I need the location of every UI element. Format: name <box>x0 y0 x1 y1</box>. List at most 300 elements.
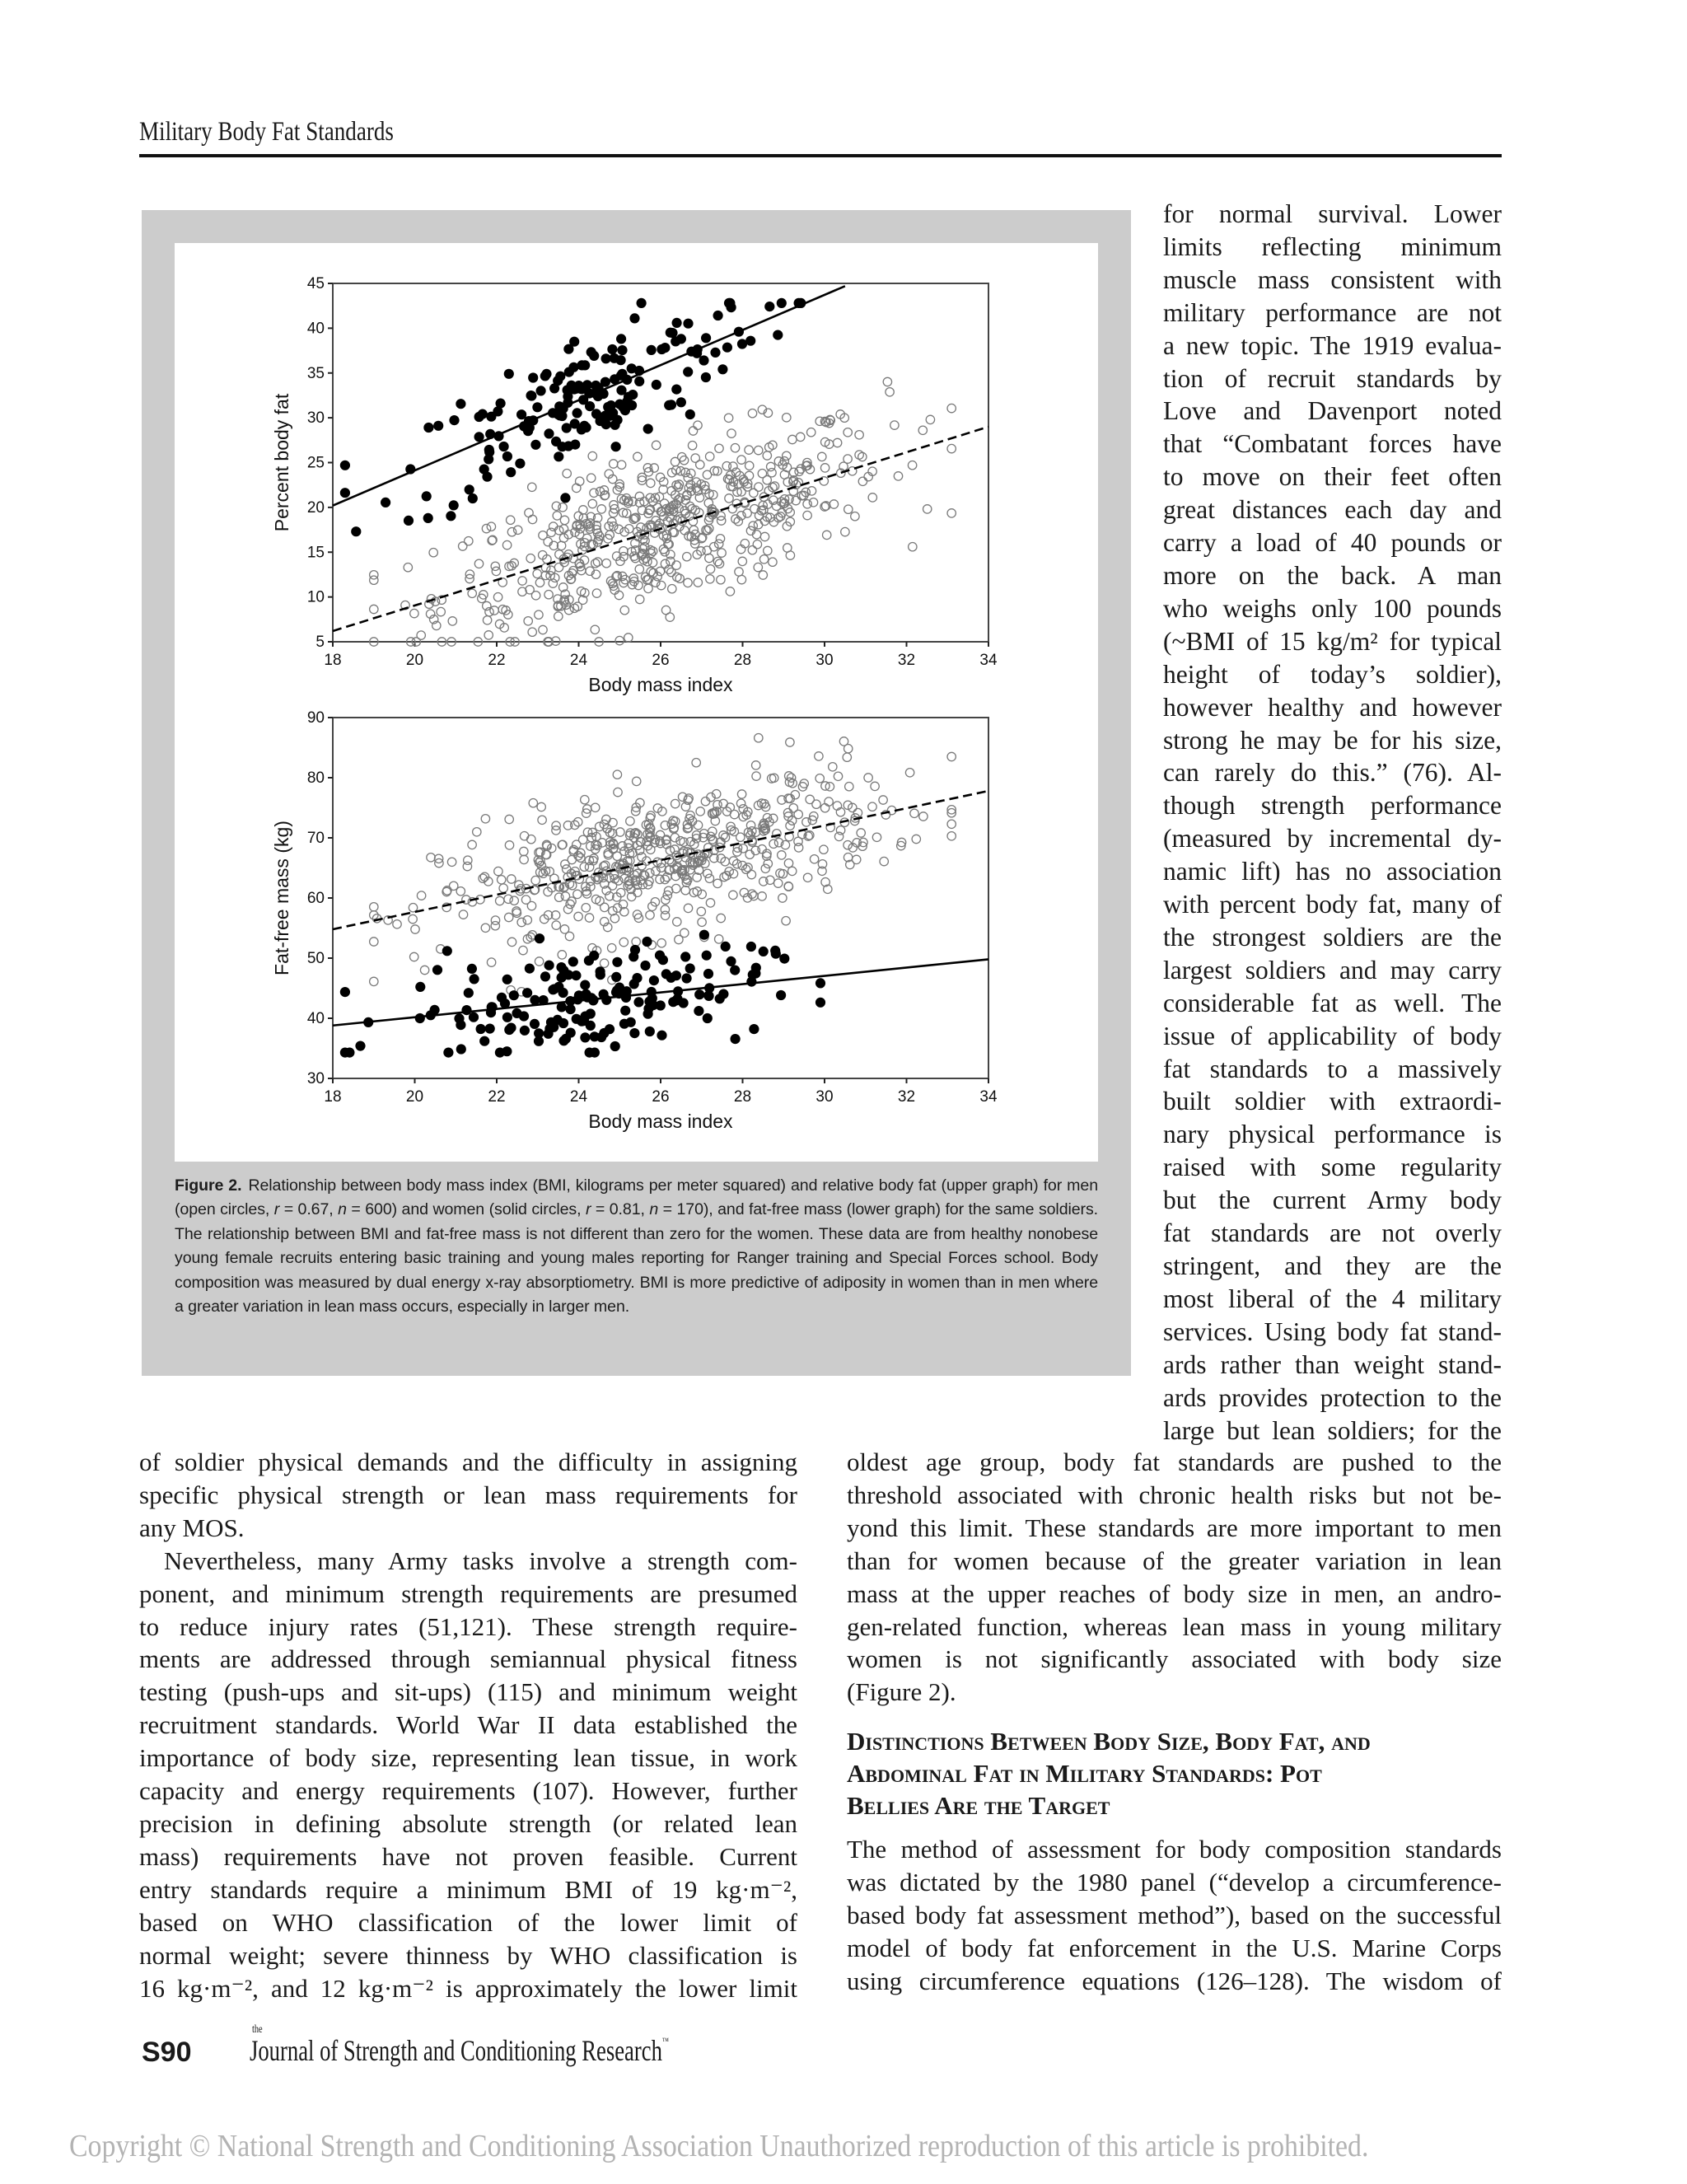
text-line: specific physical strength or lean mass requirements for <box>139 1480 797 1509</box>
women-data-point <box>643 424 652 433</box>
men-data-point <box>783 451 791 460</box>
men-data-point <box>560 516 568 524</box>
women-data-point <box>666 400 675 409</box>
women-data-point <box>467 964 476 973</box>
men-data-point <box>713 557 722 565</box>
women-data-point <box>629 980 638 989</box>
men-data-point <box>778 894 787 902</box>
men-data-point <box>855 451 863 459</box>
women-data-point <box>694 1007 703 1016</box>
men-data-point <box>491 562 499 570</box>
women-data-point <box>444 1048 453 1057</box>
men-data-point <box>883 377 891 386</box>
men-data-point <box>559 525 568 533</box>
women-data-point <box>702 334 711 343</box>
men-data-point <box>844 840 852 849</box>
women-data-point <box>608 344 617 353</box>
x-tick-label: 22 <box>488 652 506 669</box>
women-data-point <box>502 1047 512 1056</box>
men-data-point <box>815 752 823 760</box>
women-data-point <box>529 373 538 382</box>
text-line: limits reflecting minimum <box>1163 231 1502 261</box>
men-data-point <box>646 911 654 919</box>
women-data-point <box>450 416 459 425</box>
men-data-point <box>879 796 887 804</box>
men-data-point <box>737 575 745 583</box>
women-data-point <box>634 998 643 1007</box>
men-data-point <box>613 852 621 860</box>
men-data-point <box>703 869 712 877</box>
women-data-point <box>456 1021 465 1030</box>
men-data-point <box>528 515 536 523</box>
women-data-point <box>621 993 630 1002</box>
women-data-point <box>540 372 549 381</box>
text-line: nary physical performance is <box>1163 1120 1502 1149</box>
men-data-point <box>688 442 696 450</box>
women-data-point <box>695 990 704 999</box>
men-data-point <box>919 812 928 821</box>
women-data-point <box>613 957 622 966</box>
text-line: tion of recruit standards by <box>1163 363 1502 393</box>
men-data-point <box>684 578 692 587</box>
men-data-point <box>673 573 681 581</box>
women-data-point <box>559 966 568 975</box>
women-data-point <box>502 975 512 984</box>
women-data-point <box>404 516 413 525</box>
men-data-point <box>731 444 739 452</box>
men-data-point <box>474 559 483 568</box>
men-data-point <box>829 763 837 771</box>
men-data-point <box>725 494 733 503</box>
women-data-point <box>684 367 693 376</box>
text-line: carry a load of 40 pounds or <box>1163 528 1502 558</box>
men-data-point <box>591 803 600 811</box>
men-data-point <box>613 770 621 779</box>
men-data-point <box>481 815 489 823</box>
men-data-point <box>815 774 824 783</box>
y-tick-label: 20 <box>306 498 325 517</box>
men-data-point <box>526 554 535 563</box>
y-tick-label: 15 <box>306 544 325 562</box>
men-data-point <box>784 882 792 891</box>
men-data-point <box>834 832 843 840</box>
text-line: to reduce injury rates (51,121). These strength require- <box>139 1611 797 1641</box>
men-data-point <box>783 414 791 422</box>
women-data-point <box>673 994 682 1003</box>
men-data-point <box>544 591 553 599</box>
text-line: any MOS. <box>139 1513 245 1542</box>
men-data-point <box>615 591 623 599</box>
women-data-point <box>416 982 425 991</box>
text-line: more on the back. A man <box>1163 560 1502 590</box>
women-data-point <box>765 302 774 311</box>
women-data-point <box>507 468 516 477</box>
men-data-point <box>809 498 817 507</box>
men-data-point <box>448 617 456 625</box>
y-tick-label: 30 <box>306 1070 325 1087</box>
women-data-point <box>699 356 708 365</box>
women-data-point <box>777 298 786 307</box>
men-data-point <box>673 918 681 926</box>
men-data-point <box>473 828 481 836</box>
men-data-point <box>729 891 737 899</box>
men-data-point <box>633 452 642 461</box>
women-data-point <box>684 319 693 328</box>
women-data-point <box>611 442 620 451</box>
women-data-point <box>586 402 595 411</box>
men-data-point <box>563 905 572 913</box>
text-line: importance of body size, representing lean tissue, in work <box>139 1743 797 1773</box>
women-data-point <box>621 1006 630 1015</box>
women-data-point <box>558 1018 568 1027</box>
women-data-point <box>610 1041 619 1050</box>
women-data-point <box>727 956 736 966</box>
women-data-point <box>731 1035 740 1044</box>
men-data-point <box>782 917 790 925</box>
men-data-point <box>694 421 702 429</box>
men-data-point <box>708 827 717 835</box>
text-line: capacity and energy requirements (107). However, further <box>139 1776 797 1806</box>
women-data-point <box>661 344 670 353</box>
men-data-point <box>880 857 888 865</box>
journal-prefix: the <box>251 2023 263 2036</box>
men-data-point <box>572 484 581 492</box>
women-data-point <box>476 1024 485 1033</box>
women-data-point <box>456 1045 465 1054</box>
women-data-point <box>658 956 667 965</box>
women-data-point <box>430 1005 439 1014</box>
men-data-point <box>752 761 760 769</box>
women-data-point <box>345 1048 354 1057</box>
women-data-point <box>750 1025 759 1034</box>
men-data-point <box>807 487 815 495</box>
women-data-point <box>484 455 493 464</box>
men-data-point <box>552 502 560 510</box>
y-axis-label: Fat-free mass (kg) <box>271 821 292 975</box>
men-data-point <box>558 951 566 959</box>
men-data-point <box>581 796 589 804</box>
women-data-point <box>544 429 554 438</box>
men-regression-line <box>333 427 988 631</box>
women-data-point <box>544 961 554 970</box>
text-line: precision in defining absolute strength (or related lean <box>139 1808 797 1838</box>
men-data-point <box>504 895 512 903</box>
men-data-point <box>591 625 599 634</box>
men-data-point <box>823 531 831 539</box>
text-line: namic lift) has no association <box>1163 857 1502 886</box>
men-data-point <box>558 840 567 849</box>
text-line: large but lean soldiers; for the <box>1163 1415 1502 1445</box>
y-axis-label: Percent body fat <box>271 393 292 532</box>
text-line: stringent, and they are the <box>1163 1251 1502 1280</box>
men-data-point <box>482 524 490 532</box>
women-data-point <box>620 406 629 415</box>
text-line: with percent body fat, many of <box>1163 890 1502 919</box>
men-data-point <box>812 800 820 808</box>
men-data-point <box>758 470 766 478</box>
men-data-point <box>845 783 853 791</box>
men-data-point <box>648 559 657 567</box>
text-line: most liberal of the 4 military <box>1163 1284 1502 1313</box>
men-data-point <box>737 790 745 798</box>
men-data-point <box>481 924 489 932</box>
women-data-point <box>340 489 349 498</box>
men-data-point <box>769 839 778 848</box>
men-data-point <box>590 489 598 497</box>
men-data-point <box>620 606 629 615</box>
men-data-point <box>727 429 736 437</box>
text-line: but the current Army body <box>1163 1186 1502 1215</box>
bottom-right-column-text <box>847 1446 1502 1998</box>
men-data-point <box>447 858 456 866</box>
women-data-point <box>465 485 474 494</box>
men-data-point <box>592 589 600 597</box>
women-data-point <box>630 945 639 954</box>
women-data-point <box>746 942 755 951</box>
men-data-point <box>735 568 743 576</box>
women-data-point <box>422 492 431 501</box>
men-data-point <box>788 867 797 875</box>
men-data-point <box>587 474 596 482</box>
women-data-point <box>464 989 473 998</box>
men-data-point <box>574 912 582 920</box>
women-data-point <box>586 348 596 357</box>
men-data-point <box>717 549 726 557</box>
women-data-point <box>815 998 825 1007</box>
men-data-point <box>499 884 507 892</box>
men-data-point <box>788 435 797 443</box>
men-data-point <box>810 855 818 863</box>
women-data-point <box>609 409 618 418</box>
women-data-point <box>558 442 567 451</box>
men-data-point <box>853 855 861 863</box>
women-data-point <box>711 348 720 357</box>
women-data-point <box>617 334 626 344</box>
women-data-point <box>533 403 542 412</box>
men-data-point <box>858 452 867 461</box>
women-data-point <box>600 1028 609 1037</box>
men-data-point <box>681 468 689 476</box>
text-line: fat standards to a massively <box>1163 1054 1502 1083</box>
text-line: for normal survival. Lower <box>1163 199 1502 228</box>
men-data-point <box>818 452 826 461</box>
women-data-point <box>668 329 677 338</box>
men-data-point <box>527 835 535 844</box>
women-data-point <box>502 451 512 461</box>
women-data-point <box>469 1012 478 1022</box>
text-line: that “Combatant forces have <box>1163 429 1502 459</box>
men-data-point <box>736 833 745 841</box>
women-data-point <box>718 365 727 374</box>
text-line: testing (push-ups and sit-ups) (115) and minimum weight <box>139 1677 797 1707</box>
women-data-point <box>643 1009 652 1018</box>
women-data-point <box>500 998 509 1008</box>
men-data-point <box>617 461 625 469</box>
women-data-point <box>474 412 484 421</box>
men-data-point <box>404 564 412 572</box>
text-line: based on WHO classification of the lower limit of <box>139 1907 797 1937</box>
text-line: muscle mass consistent with <box>1163 264 1502 294</box>
men-data-point <box>615 636 624 644</box>
men-data-point <box>647 568 655 576</box>
women-data-point <box>572 409 582 418</box>
men-data-point <box>518 577 526 585</box>
y-tick-label: 40 <box>306 1010 325 1027</box>
women-data-point <box>531 440 540 449</box>
men-data-point <box>761 864 769 872</box>
x-tick-label: 34 <box>979 652 998 669</box>
men-data-point <box>789 468 797 476</box>
men-data-point <box>696 807 704 816</box>
men-data-point <box>633 777 641 785</box>
text-line: than for women because of the greater variation in lean <box>847 1546 1502 1575</box>
men-data-point <box>844 505 853 513</box>
x-tick-label: 18 <box>324 652 342 669</box>
men-data-point <box>561 860 569 868</box>
men-data-point <box>660 499 668 507</box>
men-data-point <box>588 451 596 460</box>
men-data-point <box>535 610 543 619</box>
trademark-mark: ™ <box>661 2037 669 2046</box>
men-data-point <box>409 914 417 923</box>
x-tick-label: 26 <box>652 652 670 669</box>
men-data-point <box>465 537 473 545</box>
bottom-left-column-text <box>139 1446 797 2004</box>
men-data-point <box>648 547 657 555</box>
women-data-point <box>701 372 710 381</box>
figure-2-caption: Figure 2. Relationship between body mass index (BMI, kilograms per meter squared) and relative body fat (upper graph) for men (open circles, r = 0.67, n = 600) and women (solid circles, r = 0.81, n = 170), and fat-free mass (lower graph) for the same soldiers. The relationship between BMI and fat-free mass is not different than zero for the women. These data are from healthy nonobese young female recruits entering basic training and young males reporting for Ranger training and Special Forces school. Body composition was measured by dual energy x-ray absorptiometry. BMI is more predictive of adiposity in women than in men where a greater variation in lean mass occurs, especially in larger men. <box>175 1176 1099 1316</box>
women-data-point <box>512 1008 521 1017</box>
header-rule <box>139 154 1502 157</box>
women-data-point <box>702 951 711 960</box>
women-data-point <box>635 376 644 386</box>
x-tick-label: 24 <box>569 1088 588 1106</box>
men-data-point <box>820 845 828 853</box>
women-data-point <box>381 498 390 507</box>
men-data-point <box>834 772 842 780</box>
men-data-point <box>417 891 425 900</box>
men-data-point <box>864 774 872 782</box>
men-data-point <box>535 957 543 966</box>
men-data-point <box>579 506 587 514</box>
women-data-point <box>685 964 694 973</box>
men-data-point <box>698 918 706 926</box>
men-data-point <box>582 904 590 912</box>
men-data-point <box>602 815 610 823</box>
women-data-point <box>721 942 730 951</box>
men-data-point <box>370 605 378 613</box>
men-data-point <box>680 928 689 937</box>
women-data-point <box>637 298 646 307</box>
men-data-point <box>774 879 783 887</box>
men-data-point <box>749 521 757 530</box>
men-data-point <box>797 433 805 441</box>
women-data-point <box>530 1019 539 1028</box>
men-data-point <box>507 516 515 524</box>
women-data-point <box>517 410 526 419</box>
paragraph <box>847 1833 1502 1998</box>
men-data-point <box>763 451 771 460</box>
women-data-point <box>505 1025 514 1034</box>
men-data-point <box>759 571 767 579</box>
text-line: fat standards are not overly <box>1163 1218 1502 1248</box>
women-data-point <box>474 433 484 442</box>
men-data-point <box>494 867 502 875</box>
text-line: normal weight; severe thinness by WHO classification is <box>139 1940 797 1970</box>
paragraph <box>847 1446 1502 1709</box>
men-data-point <box>947 820 956 828</box>
women-data-point <box>582 381 591 390</box>
women-data-point <box>423 513 432 522</box>
y-tick-label: 45 <box>306 275 325 292</box>
men-data-point <box>552 921 560 929</box>
men-data-point <box>524 617 532 625</box>
women-data-point <box>424 423 433 432</box>
men-data-point <box>726 587 734 596</box>
men-data-point <box>745 446 753 454</box>
women-data-point <box>499 442 508 451</box>
men-data-point <box>871 782 879 790</box>
text-line: issue of applicability of body <box>1163 1021 1502 1050</box>
men-data-point <box>659 545 667 553</box>
men-data-point <box>635 565 643 573</box>
paragraph <box>139 1446 797 1545</box>
men-data-point <box>490 606 498 615</box>
men-data-point <box>636 595 644 603</box>
men-data-point <box>738 557 746 565</box>
y-tick-label: 25 <box>306 454 325 472</box>
women-data-point <box>661 970 671 979</box>
text-line: entry standards require a minimum BMI of 19 kg·m⁻², <box>139 1874 797 1904</box>
women-data-point <box>652 380 661 389</box>
women-data-point <box>523 989 532 998</box>
men-data-point <box>926 415 934 423</box>
women-data-point <box>590 951 599 960</box>
men-data-point <box>689 427 697 435</box>
women-data-point <box>468 493 477 503</box>
men-data-point <box>853 808 862 816</box>
women-data-point <box>672 385 681 394</box>
women-data-point <box>618 346 627 355</box>
men-data-point <box>717 576 725 584</box>
women-data-point <box>564 367 573 376</box>
women-data-point <box>520 1026 529 1035</box>
men-data-point <box>370 903 378 911</box>
y-tick-label: 70 <box>306 830 325 847</box>
men-data-point <box>523 916 531 924</box>
men-data-point <box>769 558 777 566</box>
men-data-point <box>646 869 654 877</box>
x-axis-label: Body mass index <box>588 1111 733 1132</box>
text-line: though strength performance <box>1163 791 1502 821</box>
men-data-point <box>753 540 761 549</box>
women-data-point <box>615 983 624 992</box>
men-data-point <box>836 826 844 835</box>
x-tick-label: 24 <box>569 652 588 669</box>
men-data-point <box>657 939 666 947</box>
text-line: strong he may be for his size, <box>1163 725 1502 755</box>
text-line: services. Using body fat stand- <box>1163 1316 1502 1346</box>
men-data-point <box>502 540 511 549</box>
x-tick-label: 32 <box>897 1088 916 1106</box>
men-data-point <box>429 549 437 557</box>
women-data-point <box>612 972 621 981</box>
text-line: gen-related function, whereas lean mass in young military <box>847 1611 1502 1641</box>
women-data-point <box>672 318 681 327</box>
text-line: mass at the upper reaches of body size in men, an andro- <box>847 1578 1502 1608</box>
x-tick-label: 20 <box>405 1088 424 1106</box>
x-tick-label: 28 <box>733 652 752 669</box>
